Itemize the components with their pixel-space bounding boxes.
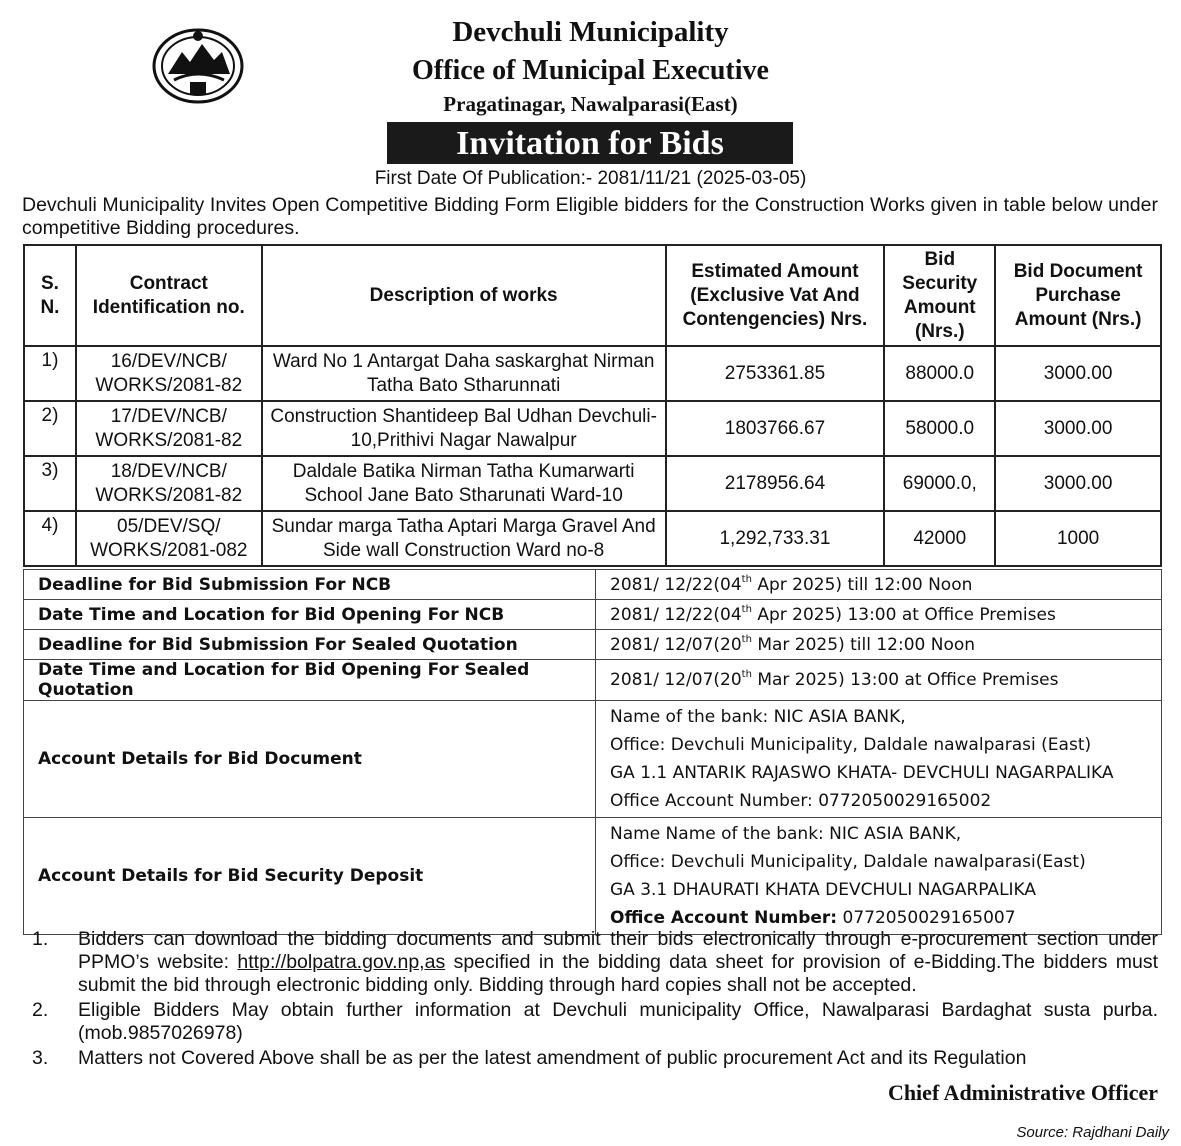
- cell-contract-id: 17/DEV/NCB/ WORKS/2081-82: [76, 401, 262, 456]
- notice-title: Invitation for Bids: [387, 122, 793, 164]
- account-number: Office Account Number: 0772050029165002: [610, 791, 992, 811]
- header-estimated-amount: Estimated Amount (Exclusive Vat And Contengencies) Nrs.: [666, 245, 885, 346]
- account-doc-label: Account Details for Bid Document: [24, 701, 596, 818]
- works-table: [23, 244, 1162, 567]
- list-item: [28, 999, 1158, 1045]
- notes-list: [28, 928, 1158, 1072]
- bank-office: Office: Devchuli Municipality, Daldale nawalparasi(East): [610, 852, 1086, 872]
- cell-description: Sundar marga Tatha Aptari Marga Gravel And Side wall Construction Ward no-8: [262, 511, 666, 566]
- cell-doc-amount: 1000: [995, 511, 1161, 566]
- account-number-label: Office Account Number:: [610, 908, 838, 928]
- note-text: Bidders can download the bidding documents and submit their bids electronically through e-procurement section under PPMO’s website:: [78, 928, 1158, 973]
- ordinal-suffix: th: [741, 669, 752, 680]
- cell-estimated-amount: 2178956.64: [666, 456, 885, 511]
- schedule-row: [24, 600, 1162, 630]
- cell-bid-security: 88000.0: [884, 346, 995, 401]
- date-text: 2081/ 12/07(20: [610, 634, 742, 655]
- ordinal-suffix: th: [741, 573, 752, 585]
- cell-contract-id: 05/DEV/SQ/ WORKS/2081-082: [76, 511, 262, 566]
- date-text: 2081/ 12/22(04: [610, 604, 742, 625]
- schedule-row: [24, 701, 1162, 818]
- header-description: Description of works: [262, 245, 666, 346]
- ncb-opening-label: Date Time and Location for Bid Opening For NCB: [24, 600, 596, 630]
- sq-submission-value: [596, 630, 1162, 660]
- date-text: 2081/ 12/07(20: [610, 670, 742, 690]
- header-contract-id: Contract Identification no.: [76, 245, 262, 346]
- ordinal-suffix: th: [741, 633, 752, 645]
- header-doc-amount: Bid Document Purchase Amount (Nrs.): [995, 245, 1161, 346]
- schedule-row: [24, 630, 1162, 660]
- cell-sn: 2): [24, 401, 76, 456]
- note-number: 1.: [32, 928, 49, 950]
- cell-description: Ward No 1 Antargat Daha saskarghat Nirman Tatha Bato Stharunnati: [262, 346, 666, 401]
- cell-bid-security: 58000.0: [884, 401, 995, 456]
- bank-name: Name Name of the bank: NIC ASIA BANK,: [610, 824, 962, 844]
- office-address: Pragatinagar, Nawalparasi(East): [443, 92, 738, 116]
- source-credit: Source: Rajdhani Daily: [1016, 1124, 1169, 1141]
- signature: Chief Administrative Officer: [887, 1080, 1158, 1105]
- intro-paragraph: Devchuli Municipality Invites Open Competitive Bidding Form Eligible bidders for the Construction Works given in table below under competitive Bidding procedures.: [22, 194, 1158, 239]
- cell-estimated-amount: 1,292,733.31: [666, 511, 885, 566]
- office-name: Office of Municipal Executive: [412, 55, 769, 86]
- cell-description: Daldale Batika Nirman Tatha Kumarwarti School Jane Bato Stharunati Ward-10: [262, 456, 666, 511]
- ncb-submission-label: Deadline for Bid Submission For NCB: [24, 570, 596, 600]
- table-row: [24, 511, 1161, 566]
- date-rest: Mar 2025) 13:00 at Office Premises: [751, 670, 1059, 690]
- cell-sn: 1): [24, 346, 76, 401]
- cell-doc-amount: 3000.00: [995, 346, 1161, 401]
- ncb-opening-value: [596, 600, 1162, 630]
- table-row: [24, 456, 1161, 511]
- cell-description: Construction Shantideep Bal Udhan Devchuli-10,Prithivi Nagar Nawalpur: [262, 401, 666, 456]
- cell-doc-amount: 3000.00: [995, 401, 1161, 456]
- ordinal-suffix: th: [741, 603, 752, 615]
- bolpatra-link[interactable]: http://bolpatra.gov.np,as: [237, 951, 446, 973]
- table-row: [24, 401, 1161, 456]
- cell-estimated-amount: 1803766.67: [666, 401, 885, 456]
- note-text: Matters not Covered Above shall be as per the latest amendment of public procurement Act and its Regulation: [78, 1047, 1027, 1069]
- ledger-head: GA 3.1 DHAURATI KHATA DEVCHULI NAGARPALIKA: [610, 880, 1037, 900]
- note-number: 2.: [32, 999, 49, 1021]
- date-text: 2081/ 12/22(04: [610, 574, 742, 595]
- cell-bid-security: 42000: [884, 511, 995, 566]
- cell-contract-id: 18/DEV/NCB/ WORKS/2081-82: [76, 456, 262, 511]
- sq-opening-value: [596, 660, 1162, 701]
- account-security-label: Account Details for Bid Security Deposit: [24, 818, 596, 935]
- sq-submission-label: Deadline for Bid Submission For Sealed Quotation: [24, 630, 596, 660]
- account-doc-details: [596, 701, 1162, 818]
- table-row: [24, 346, 1161, 401]
- bank-office: Office: Devchuli Municipality, Daldale nawalparasi (East): [610, 735, 1092, 755]
- ncb-submission-value: [596, 570, 1162, 600]
- schedule-row: [24, 818, 1162, 935]
- account-security-details: [596, 818, 1162, 935]
- cell-contract-id: 16/DEV/NCB/ WORKS/2081-82: [76, 346, 262, 401]
- note-text: Eligible Bidders May obtain further information at Devchuli municipality Office, Nawalparasi Bardaghat susta purba.(mob.9857026978): [78, 999, 1158, 1044]
- ledger-head: GA 1.1 ANTARIK RAJASWO KHATA- DEVCHULI NAGARPALIKA: [610, 763, 1114, 783]
- date-rest: Apr 2025) till 12:00 Noon: [751, 574, 973, 595]
- schedule-row: [24, 660, 1162, 701]
- date-rest: Mar 2025) till 12:00 Noon: [751, 634, 976, 655]
- publication-date: First Date Of Publication:- 2081/11/21 (2025-03-05): [374, 168, 807, 189]
- list-item: [28, 928, 1158, 997]
- note-text-rest: specified in the bidding data sheet for provision of e-Bidding.The bidders must submit the bid through electronic bidding only. Bidding through hard copies shall not be accepted.: [78, 951, 1159, 996]
- cell-doc-amount: 3000.00: [995, 456, 1161, 511]
- bank-name: Name of the bank: NIC ASIA BANK,: [610, 707, 906, 727]
- header-bid-security: Bid Security Amount (Nrs.): [884, 245, 995, 346]
- cell-bid-security: 69000.0,: [884, 456, 995, 511]
- date-rest: Apr 2025) 13:00 at Office Premises: [751, 604, 1056, 625]
- sq-opening-label: Date Time and Location for Bid Opening For Sealed Quotation: [24, 660, 596, 701]
- cell-estimated-amount: 2753361.85: [666, 346, 885, 401]
- list-item: [28, 1047, 1158, 1070]
- account-number-value: 0772050029165007: [837, 908, 1016, 928]
- cell-sn: 4): [24, 511, 76, 566]
- works-table-header: [24, 245, 1161, 346]
- cell-sn: 3): [24, 456, 76, 511]
- header-sn: S. N.: [24, 245, 76, 346]
- schedule-table: [23, 569, 1162, 935]
- schedule-row: [24, 570, 1162, 600]
- municipality-name: Devchuli Municipality: [452, 16, 729, 48]
- note-number: 3.: [32, 1047, 49, 1069]
